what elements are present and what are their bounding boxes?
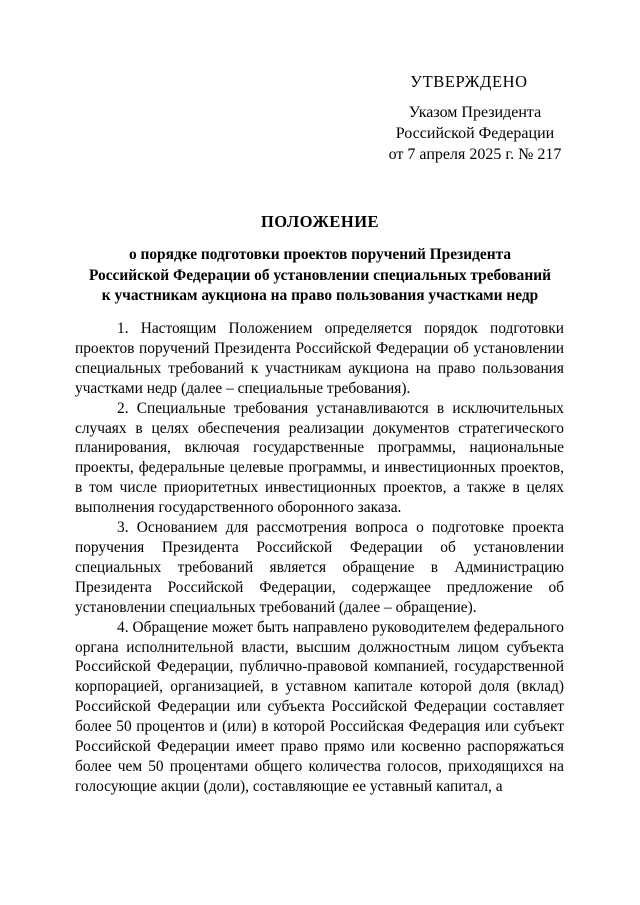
paragraph-1: 1. Настоящим Положением определяется порядок подготовки проектов поручений Президента Российской Федерации об установлении специальных требований к участникам аукциона на право пользования участками недр (далее – специальные требования). bbox=[75, 320, 564, 397]
approval-decree-line: Указом Президента bbox=[408, 104, 542, 121]
document-heading bbox=[74, 212, 566, 307]
document-subtitle-line: о порядке подготовки проектов поручений Президента bbox=[128, 246, 512, 263]
document-subtitle-line: Российской Федерации об установлении специальных требований bbox=[89, 266, 551, 284]
document-subtitle bbox=[74, 245, 566, 307]
paragraph-4: 4. Обращение может быть направлено руководителем федерального органа исполнительной власти, высшим должностным лицом субъекта Российской Федерации, публично-правовой компанией, государственной корпорацией, организацией, в уставном капитале которой доля (вклад) Российской Федерации или субъекта Российской Федерации составляет более 50 процентов и (или) в которой Российская Федерация или субъект Российской Федерации имеет право прямо или косвенно распоряжаться более чем 50 процентами общего количества голосов, приходящихся на голосующие акции (доли), составляющие ее уставный капитал, а bbox=[75, 618, 564, 795]
paragraph-2: 2. Специальные требования устанавливаются в исключительных случаях в целях обеспечения реализации документов стратегического планирования, включая государственные программы, национальные проекты, федеральные целевые программы, и инвестиционных проектов, в том числе приоритетных инвестиционных проектов, а также в целях выполнения государственного оборонного заказа. bbox=[75, 399, 564, 517]
approval-stamp-block bbox=[380, 72, 570, 165]
approval-date-line: от 7 апреля 2025 г. № 217 bbox=[388, 146, 562, 163]
document-title: ПОЛОЖЕНИЕ bbox=[260, 212, 380, 231]
document-subtitle-line: к участникам аукциона на право пользования участками недр bbox=[101, 287, 539, 304]
approval-country-line: Российской Федерации bbox=[395, 125, 555, 142]
document-body bbox=[75, 319, 564, 797]
paragraph-3: 3. Основанием для рассмотрения вопроса о подготовке проекта поручения Президента Российской Федерации об установлении специальных требований является обращение в Администрацию Президента Российской Федерации, содержащее предложение об установлении специальных требований (далее – обращение). bbox=[75, 519, 564, 616]
approval-stamp: УТВЕРЖДЕНО bbox=[410, 72, 528, 91]
